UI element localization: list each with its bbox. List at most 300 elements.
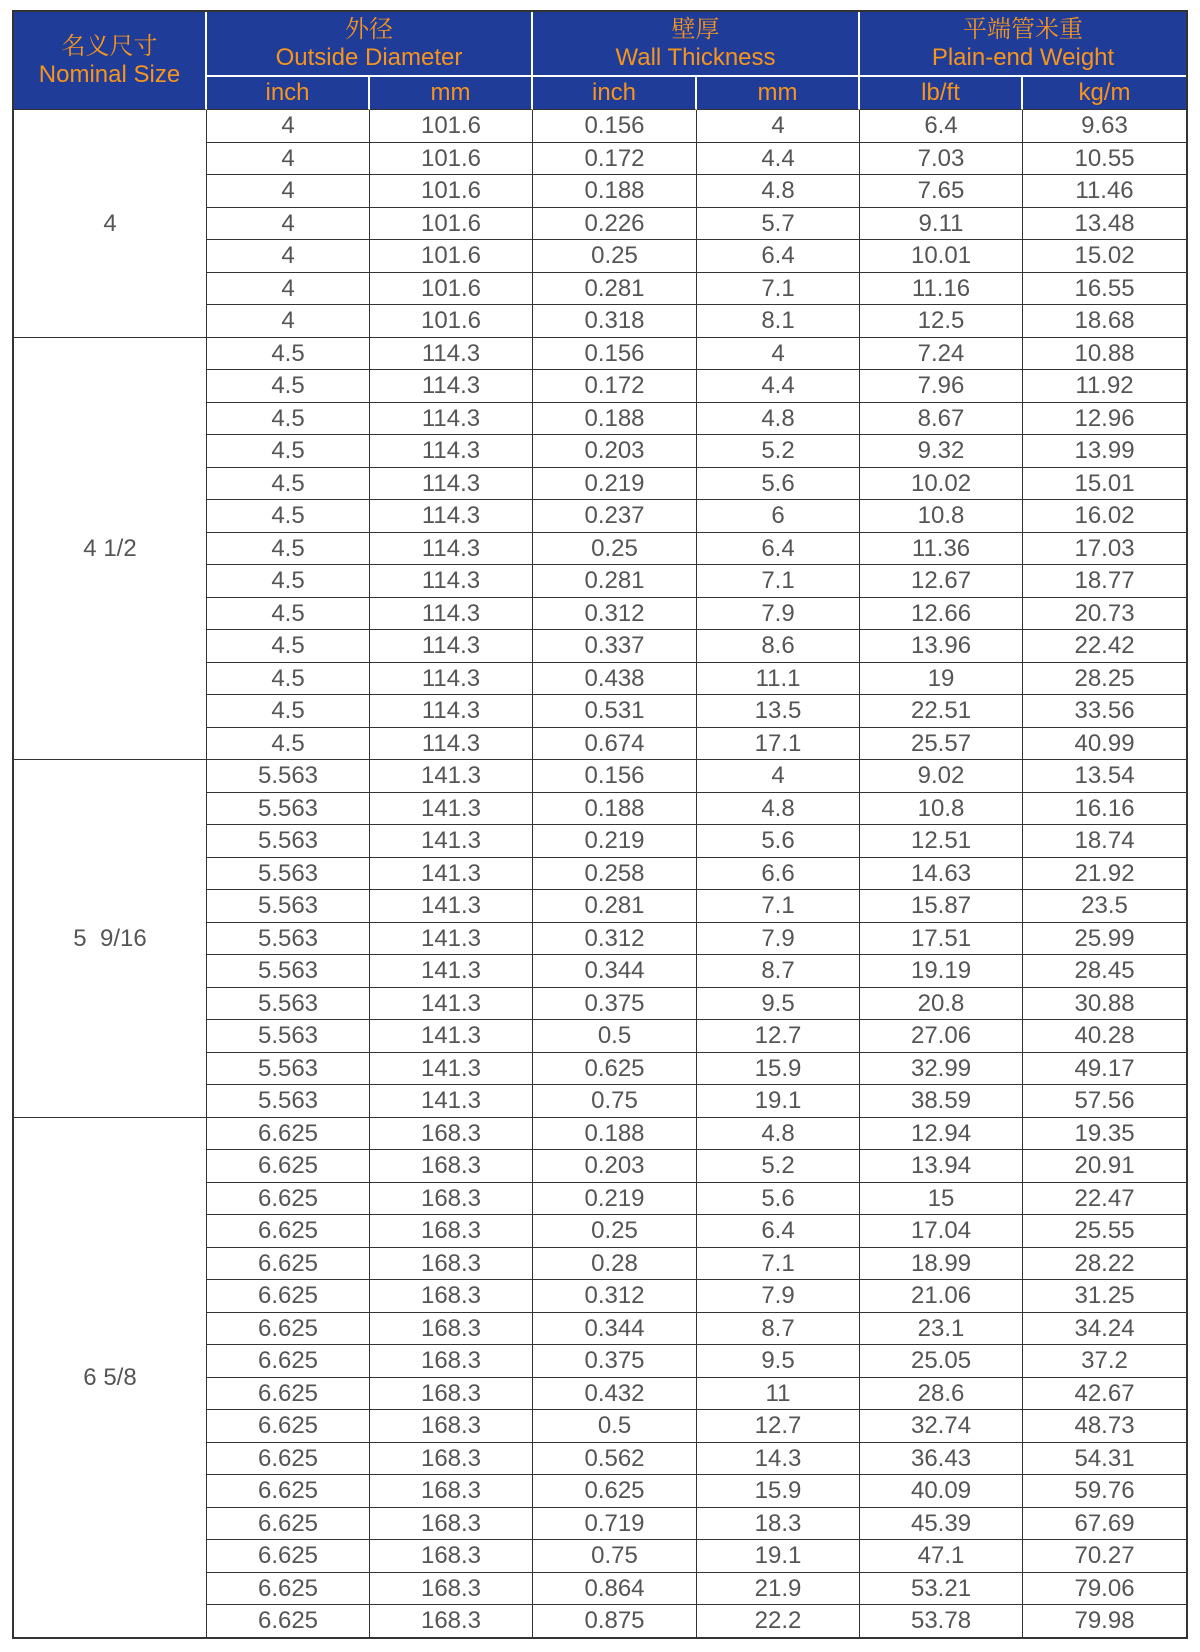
cell-weight-kgm: 30.88 <box>1023 988 1186 1021</box>
nominal-size-cell: 5 9/16 <box>14 760 207 1118</box>
cell-wt-inch: 0.156 <box>533 338 697 371</box>
cell-weight-lbft: 14.63 <box>860 858 1023 891</box>
cell-wt-inch: 0.237 <box>533 500 697 533</box>
cell-wt-mm: 7.9 <box>697 1280 860 1313</box>
header-outside-diameter <box>207 12 533 77</box>
cell-weight-lbft: 6.4 <box>860 110 1023 143</box>
cell-weight-kgm: 79.98 <box>1074 1607 1135 1635</box>
cell-weight-lbft: 32.99 <box>860 1053 1023 1086</box>
cell-od-inch: 4.5 <box>207 435 370 468</box>
header-nominal-size-en: Nominal Size <box>38 60 181 88</box>
cell-od-mm: 114.3 <box>370 598 533 631</box>
cell-wt-mm: 6 <box>697 500 860 533</box>
cell-od-mm: 168.3 <box>370 1345 533 1378</box>
table-row <box>14 338 1186 371</box>
cell-weight-lbft: 47.1 <box>860 1540 1023 1573</box>
cell-wt-mm: 4.4 <box>697 143 860 176</box>
cell-od-mm: 168.3 <box>370 1443 533 1476</box>
cell-weight-kgm: 18.77 <box>1023 565 1186 598</box>
cell-wt-inch: 0.337 <box>533 630 697 663</box>
cell-od-mm: 168.3 <box>370 1573 533 1606</box>
cell-wt-mm: 8.7 <box>697 955 860 988</box>
cell-weight-kgm: 16.02 <box>1023 500 1186 533</box>
cell-wt-mm: 5.2 <box>697 435 860 468</box>
cell-od-inch: 4 <box>207 240 370 273</box>
cell-wt-inch: 0.344 <box>533 1313 697 1346</box>
cell-od-mm: 168.3 <box>370 1605 533 1637</box>
cell-weight-kgm: 33.56 <box>1023 695 1186 728</box>
cell-od-inch: 5.563 <box>207 1085 370 1118</box>
cell-weight-kgm: 18.68 <box>1023 305 1186 338</box>
cell-weight-kgm: 59.76 <box>1023 1475 1186 1508</box>
table-row <box>14 110 1186 143</box>
cell-od-inch: 6.625 <box>207 1118 370 1151</box>
cell-wt-inch: 0.531 <box>533 695 697 728</box>
cell-wt-inch: 0.312 <box>533 923 697 956</box>
cell-weight-lbft: 45.39 <box>860 1508 1023 1541</box>
cell-wt-mm: 15.9 <box>697 1475 860 1508</box>
cell-weight-kgm: 42.67 <box>1023 1378 1186 1411</box>
cell-od-mm: 101.6 <box>370 110 533 143</box>
cell-wt-mm: 12.7 <box>697 1020 860 1053</box>
cell-wt-inch: 0.312 <box>533 598 697 631</box>
cell-weight-lbft: 25.05 <box>860 1345 1023 1378</box>
cell-weight-kgm: 70.27 <box>1023 1540 1186 1573</box>
table-row <box>14 1118 1186 1151</box>
cell-od-mm: 141.3 <box>370 1020 533 1053</box>
cell-weight-kgm: 22.47 <box>1023 1183 1186 1216</box>
cell-weight-kgm: 37.2 <box>1023 1345 1186 1378</box>
cell-od-inch: 4.5 <box>207 695 370 728</box>
cell-wt-inch: 0.864 <box>533 1573 697 1606</box>
cell-weight-lbft: 18.99 <box>860 1248 1023 1281</box>
cell-od-inch: 6.625 <box>207 1280 370 1313</box>
cell-wt-mm: 7.9 <box>697 598 860 631</box>
cell-wt-mm: 6.4 <box>697 1215 860 1248</box>
cell-od-inch: 4.5 <box>207 403 370 436</box>
cell-weight-kgm: 79.06 <box>1023 1573 1186 1606</box>
cell-weight-kgm: 48.73 <box>1023 1410 1186 1443</box>
cell-od-mm: 141.3 <box>370 955 533 988</box>
cell-wt-mm: 11.1 <box>697 663 860 696</box>
cell-od-inch: 5.563 <box>207 793 370 826</box>
cell-od-mm: 114.3 <box>370 565 533 598</box>
cell-wt-mm: 7.1 <box>697 1248 860 1281</box>
cell-od-mm: 114.3 <box>370 500 533 533</box>
cell-weight-lbft: 11.16 <box>860 273 1023 306</box>
cell-wt-mm: 5.6 <box>697 825 860 858</box>
cell-wt-mm: 4.8 <box>697 1118 860 1151</box>
cell-wt-inch: 0.188 <box>533 793 697 826</box>
cell-od-inch: 4 <box>207 110 370 143</box>
unit-od-inch: inch <box>207 77 370 110</box>
cell-od-inch: 6.625 <box>207 1183 370 1216</box>
cell-od-inch: 6.625 <box>207 1410 370 1443</box>
cell-weight-lbft: 36.43 <box>860 1443 1023 1476</box>
cell-wt-inch: 0.432 <box>533 1378 697 1411</box>
cell-weight-kgm: 28.22 <box>1023 1248 1186 1281</box>
pipe-spec-table <box>14 12 1186 1637</box>
cell-wt-inch: 0.28 <box>533 1248 697 1281</box>
cell-weight-lbft: 17.51 <box>860 923 1023 956</box>
header-row-titles <box>14 12 1186 77</box>
cell-weight-kgm: 12.96 <box>1023 403 1186 436</box>
cell-wt-mm: 6.4 <box>697 533 860 566</box>
cell-wt-mm: 9.5 <box>697 988 860 1021</box>
cell-weight-lbft: 27.06 <box>860 1020 1023 1053</box>
cell-weight-lbft: 10.8 <box>860 793 1023 826</box>
cell-weight-lbft: 7.65 <box>860 175 1023 208</box>
spec-table-frame <box>12 10 1188 1639</box>
cell-wt-mm: 7.1 <box>697 273 860 306</box>
cell-weight-lbft: 12.5 <box>860 305 1023 338</box>
cell-od-inch: 5.563 <box>207 890 370 923</box>
cell-od-mm: 168.3 <box>370 1150 533 1183</box>
cell-weight-lbft: 13.94 <box>860 1150 1023 1183</box>
header-plain-end-weight <box>860 12 1186 77</box>
cell-wt-inch: 0.562 <box>533 1443 697 1476</box>
cell-wt-inch: 0.25 <box>533 533 697 566</box>
cell-wt-mm: 22.2 <box>697 1605 860 1637</box>
cell-od-mm: 114.3 <box>370 468 533 501</box>
cell-weight-kgm: 17.03 <box>1023 533 1186 566</box>
cell-weight-kgm: 49.17 <box>1023 1053 1186 1086</box>
cell-od-mm: 168.3 <box>370 1475 533 1508</box>
cell-wt-inch: 0.219 <box>533 468 697 501</box>
cell-od-mm: 168.3 <box>370 1508 533 1541</box>
cell-od-inch: 5.563 <box>207 923 370 956</box>
cell-weight-lbft: 10.01 <box>860 240 1023 273</box>
cell-wt-mm: 7.9 <box>697 923 860 956</box>
header-wall-thickness-cn: 壁厚 <box>671 15 720 43</box>
cell-od-inch: 6.625 <box>207 1475 370 1508</box>
table-header <box>14 12 1186 110</box>
cell-wt-mm: 15.9 <box>697 1053 860 1086</box>
table-row <box>14 760 1186 793</box>
cell-weight-lbft: 10.8 <box>860 500 1023 533</box>
cell-od-mm: 141.3 <box>370 825 533 858</box>
cell-od-mm: 141.3 <box>370 890 533 923</box>
cell-od-mm: 101.6 <box>370 175 533 208</box>
cell-od-inch: 5.563 <box>207 858 370 891</box>
cell-weight-lbft: 40.09 <box>860 1475 1023 1508</box>
cell-wt-inch: 0.75 <box>533 1085 697 1118</box>
cell-wt-inch: 0.188 <box>533 1118 697 1151</box>
cell-wt-mm: 4.8 <box>697 793 860 826</box>
cell-od-inch: 6.625 <box>207 1215 370 1248</box>
cell-od-inch: 6.625 <box>207 1443 370 1476</box>
cell-od-inch: 4.5 <box>207 338 370 371</box>
cell-weight-lbft: 21.06 <box>860 1280 1023 1313</box>
cell-od-inch: 6.625 <box>207 1605 370 1637</box>
cell-wt-inch: 0.281 <box>533 565 697 598</box>
cell-wt-inch: 0.219 <box>533 1183 697 1216</box>
cell-wt-mm: 5.2 <box>697 1150 860 1183</box>
cell-weight-kgm: 40.99 <box>1023 728 1186 761</box>
cell-wt-mm: 19.1 <box>697 1085 860 1118</box>
cell-wt-mm: 6.4 <box>697 240 860 273</box>
cell-od-inch: 4.5 <box>207 598 370 631</box>
nominal-size-cell: 4 <box>14 110 207 338</box>
cell-od-mm: 168.3 <box>370 1280 533 1313</box>
cell-od-mm: 114.3 <box>370 403 533 436</box>
cell-od-inch: 6.625 <box>207 1573 370 1606</box>
cell-od-mm: 114.3 <box>370 370 533 403</box>
cell-weight-lbft: 17.04 <box>860 1215 1023 1248</box>
cell-wt-inch: 0.258 <box>533 858 697 891</box>
cell-od-mm: 141.3 <box>370 793 533 826</box>
cell-wt-inch: 0.226 <box>533 208 697 241</box>
cell-weight-lbft: 19.19 <box>860 955 1023 988</box>
cell-wt-mm: 19.1 <box>697 1540 860 1573</box>
cell-od-mm: 101.6 <box>370 240 533 273</box>
cell-wt-mm: 14.3 <box>697 1443 860 1476</box>
cell-od-mm: 114.3 <box>370 630 533 663</box>
cell-wt-inch: 0.75 <box>533 1540 697 1573</box>
cell-wt-mm: 8.6 <box>697 630 860 663</box>
header-plain-end-weight-cn: 平端管米重 <box>963 15 1084 43</box>
cell-weight-kgm: 19.35 <box>1023 1118 1186 1151</box>
cell-wt-inch: 0.5 <box>533 1410 697 1443</box>
cell-weight-kgm: 40.28 <box>1023 1020 1186 1053</box>
cell-weight-kgm: 28.25 <box>1023 663 1186 696</box>
cell-wt-inch: 0.25 <box>533 240 697 273</box>
cell-od-mm: 141.3 <box>370 1053 533 1086</box>
nominal-size-cell: 6 5/8 <box>14 1118 207 1637</box>
cell-od-inch: 4 <box>207 273 370 306</box>
cell-wt-mm: 7.1 <box>697 565 860 598</box>
cell-od-inch: 5.563 <box>207 1020 370 1053</box>
cell-weight-lbft: 7.03 <box>860 143 1023 176</box>
unit-weight-lbft: lb/ft <box>860 77 1023 110</box>
cell-wt-inch: 0.438 <box>533 663 697 696</box>
cell-wt-inch: 0.219 <box>533 825 697 858</box>
cell-od-mm: 101.6 <box>370 208 533 241</box>
cell-weight-kgm: 20.73 <box>1023 598 1186 631</box>
cell-wt-mm: 5.6 <box>697 468 860 501</box>
cell-weight-lbft: 32.74 <box>860 1410 1023 1443</box>
cell-od-inch: 6.625 <box>207 1540 370 1573</box>
cell-weight-kgm: 15.01 <box>1023 468 1186 501</box>
cell-wt-mm: 5.6 <box>697 1183 860 1216</box>
cell-wt-inch: 0.674 <box>533 728 697 761</box>
cell-wt-inch: 0.281 <box>533 890 697 923</box>
cell-weight-kgm: 23.5 <box>1023 890 1186 923</box>
cell-od-mm: 141.3 <box>370 760 533 793</box>
cell-weight-kgm: 13.48 <box>1023 208 1186 241</box>
cell-wt-inch: 0.625 <box>533 1053 697 1086</box>
cell-od-mm: 141.3 <box>370 988 533 1021</box>
cell-weight-kgm: 15.02 <box>1023 240 1186 273</box>
header-wall-thickness <box>533 12 860 77</box>
header-wall-thickness-en: Wall Thickness <box>615 43 776 71</box>
cell-od-inch: 6.625 <box>207 1508 370 1541</box>
cell-od-mm: 141.3 <box>370 858 533 891</box>
cell-weight-lbft: 10.02 <box>860 468 1023 501</box>
cell-od-inch: 6.625 <box>207 1313 370 1346</box>
cell-od-mm: 168.3 <box>370 1540 533 1573</box>
cell-wt-inch: 0.172 <box>533 143 697 176</box>
cell-od-mm: 141.3 <box>370 923 533 956</box>
cell-od-inch: 4 <box>207 143 370 176</box>
cell-od-mm: 114.3 <box>370 663 533 696</box>
header-outside-diameter-en: Outside Diameter <box>275 43 463 71</box>
cell-od-mm: 114.3 <box>370 728 533 761</box>
cell-wt-inch: 0.344 <box>533 955 697 988</box>
cell-od-inch: 5.563 <box>207 955 370 988</box>
header-nominal-size <box>14 12 207 110</box>
cell-wt-inch: 0.875 <box>533 1605 697 1637</box>
cell-weight-lbft: 22.51 <box>860 695 1023 728</box>
cell-wt-inch: 0.25 <box>533 1215 697 1248</box>
cell-weight-kgm: 25.99 <box>1023 923 1186 956</box>
cell-wt-inch: 0.172 <box>533 370 697 403</box>
cell-od-mm: 168.3 <box>370 1118 533 1151</box>
cell-od-inch: 4 <box>207 208 370 241</box>
unit-od-mm: mm <box>370 77 533 110</box>
cell-od-inch: 4.5 <box>207 630 370 663</box>
cell-od-inch: 6.625 <box>207 1248 370 1281</box>
cell-weight-kgm: 10.55 <box>1023 143 1186 176</box>
cell-wt-inch: 0.281 <box>533 273 697 306</box>
cell-weight-lbft: 12.67 <box>860 565 1023 598</box>
cell-wt-mm: 4.8 <box>697 403 860 436</box>
cell-wt-inch: 0.188 <box>533 403 697 436</box>
cell-od-inch: 6.625 <box>207 1345 370 1378</box>
cell-wt-mm: 8.7 <box>697 1313 860 1346</box>
cell-od-mm: 101.6 <box>370 143 533 176</box>
nominal-size-cell: 4 1/2 <box>14 338 207 761</box>
cell-od-inch: 4.5 <box>207 728 370 761</box>
cell-od-inch: 4 <box>207 305 370 338</box>
unit-weight-kgm: kg/m <box>1023 77 1186 110</box>
cell-od-mm: 101.6 <box>370 305 533 338</box>
cell-od-mm: 101.6 <box>370 273 533 306</box>
header-nominal-size-cn: 名义尺寸 <box>61 32 158 60</box>
cell-wt-inch: 0.375 <box>533 988 697 1021</box>
cell-weight-kgm: 28.45 <box>1023 955 1186 988</box>
cell-weight-lbft: 53.78 <box>860 1605 1023 1637</box>
cell-weight-kgm: 20.91 <box>1023 1150 1186 1183</box>
cell-wt-mm: 18.3 <box>697 1508 860 1541</box>
cell-weight-lbft: 25.57 <box>860 728 1023 761</box>
cell-weight-lbft: 12.94 <box>860 1118 1023 1151</box>
cell-wt-inch: 0.156 <box>533 110 697 143</box>
cell-wt-mm: 17.1 <box>697 728 860 761</box>
cell-weight-lbft: 7.24 <box>860 338 1023 371</box>
cell-wt-mm: 5.7 <box>697 208 860 241</box>
header-plain-end-weight-en: Plain-end Weight <box>931 43 1115 71</box>
cell-weight-lbft: 19 <box>860 663 1023 696</box>
cell-weight-kgm: 18.74 <box>1023 825 1186 858</box>
cell-wt-mm: 13.5 <box>697 695 860 728</box>
cell-wt-inch: 0.719 <box>533 1508 697 1541</box>
cell-wt-inch: 0.203 <box>533 435 697 468</box>
cell-weight-lbft: 20.8 <box>860 988 1023 1021</box>
cell-weight-kgm: 11.46 <box>1023 175 1186 208</box>
cell-weight-lbft: 23.1 <box>860 1313 1023 1346</box>
cell-od-mm: 168.3 <box>370 1248 533 1281</box>
cell-weight-lbft: 11.36 <box>860 533 1023 566</box>
cell-wt-inch: 0.625 <box>533 1475 697 1508</box>
cell-od-inch: 4.5 <box>207 468 370 501</box>
cell-wt-inch: 0.318 <box>533 305 697 338</box>
cell-weight-kgm: 13.54 <box>1023 760 1186 793</box>
cell-weight-kgm: 54.31 <box>1023 1443 1186 1476</box>
cell-weight-kgm: 57.56 <box>1023 1085 1186 1118</box>
cell-weight-lbft: 38.59 <box>860 1085 1023 1118</box>
cell-weight-kgm: 31.25 <box>1023 1280 1186 1313</box>
cell-weight-kgm: 16.55 <box>1023 273 1186 306</box>
cell-weight-lbft: 8.67 <box>860 403 1023 436</box>
cell-od-inch: 6.625 <box>207 1150 370 1183</box>
cell-weight-kgm: 21.92 <box>1023 858 1186 891</box>
cell-od-mm: 168.3 <box>370 1313 533 1346</box>
cell-weight-kgm: 22.42 <box>1023 630 1186 663</box>
cell-od-inch: 5.563 <box>207 760 370 793</box>
cell-wt-mm: 12.7 <box>697 1410 860 1443</box>
cell-od-mm: 141.3 <box>370 1085 533 1118</box>
cell-wt-inch: 0.375 <box>533 1345 697 1378</box>
cell-wt-mm: 11 <box>697 1378 860 1411</box>
cell-wt-inch: 0.188 <box>533 175 697 208</box>
cell-weight-kgm: 13.99 <box>1023 435 1186 468</box>
cell-weight-kgm: 10.88 <box>1023 338 1186 371</box>
cell-wt-mm: 21.9 <box>697 1573 860 1606</box>
cell-od-inch: 6.625 <box>207 1378 370 1411</box>
cell-weight-kgm: 11.92 <box>1023 370 1186 403</box>
cell-wt-inch: 0.5 <box>533 1020 697 1053</box>
cell-wt-mm: 4 <box>697 338 860 371</box>
cell-od-inch: 4.5 <box>207 663 370 696</box>
header-outside-diameter-cn: 外径 <box>345 15 393 43</box>
cell-od-inch: 5.563 <box>207 988 370 1021</box>
cell-wt-mm: 4 <box>697 760 860 793</box>
cell-od-inch: 4.5 <box>207 565 370 598</box>
cell-od-inch: 4.5 <box>207 533 370 566</box>
cell-weight-lbft: 9.32 <box>860 435 1023 468</box>
cell-od-inch: 5.563 <box>207 825 370 858</box>
cell-weight-kgm: 34.24 <box>1023 1313 1186 1346</box>
cell-weight-lbft: 7.96 <box>860 370 1023 403</box>
cell-weight-kgm: 25.55 <box>1023 1215 1186 1248</box>
cell-weight-lbft: 12.51 <box>860 825 1023 858</box>
cell-od-mm: 168.3 <box>370 1183 533 1216</box>
cell-wt-inch: 0.203 <box>533 1150 697 1183</box>
cell-od-mm: 114.3 <box>370 695 533 728</box>
cell-wt-mm: 4.8 <box>697 175 860 208</box>
cell-od-mm: 168.3 <box>370 1378 533 1411</box>
cell-weight-kgm: 67.69 <box>1023 1508 1186 1541</box>
cell-od-mm: 114.3 <box>370 533 533 566</box>
unit-wt-mm: mm <box>697 77 860 110</box>
cell-weight-lbft: 28.6 <box>860 1378 1023 1411</box>
unit-wt-inch: inch <box>533 77 697 110</box>
cell-od-mm: 168.3 <box>370 1410 533 1443</box>
cell-od-mm: 114.3 <box>370 338 533 371</box>
cell-weight-kgm: 16.16 <box>1023 793 1186 826</box>
cell-weight-lbft: 15 <box>860 1183 1023 1216</box>
cell-od-inch: 4 <box>207 175 370 208</box>
cell-wt-mm: 8.1 <box>697 305 860 338</box>
cell-wt-mm: 4.4 <box>697 370 860 403</box>
cell-wt-mm: 9.5 <box>697 1345 860 1378</box>
cell-wt-inch: 0.312 <box>533 1280 697 1313</box>
cell-wt-mm: 6.6 <box>697 858 860 891</box>
table-body <box>14 110 1186 1637</box>
cell-weight-lbft: 15.87 <box>860 890 1023 923</box>
cell-od-inch: 4.5 <box>207 500 370 533</box>
